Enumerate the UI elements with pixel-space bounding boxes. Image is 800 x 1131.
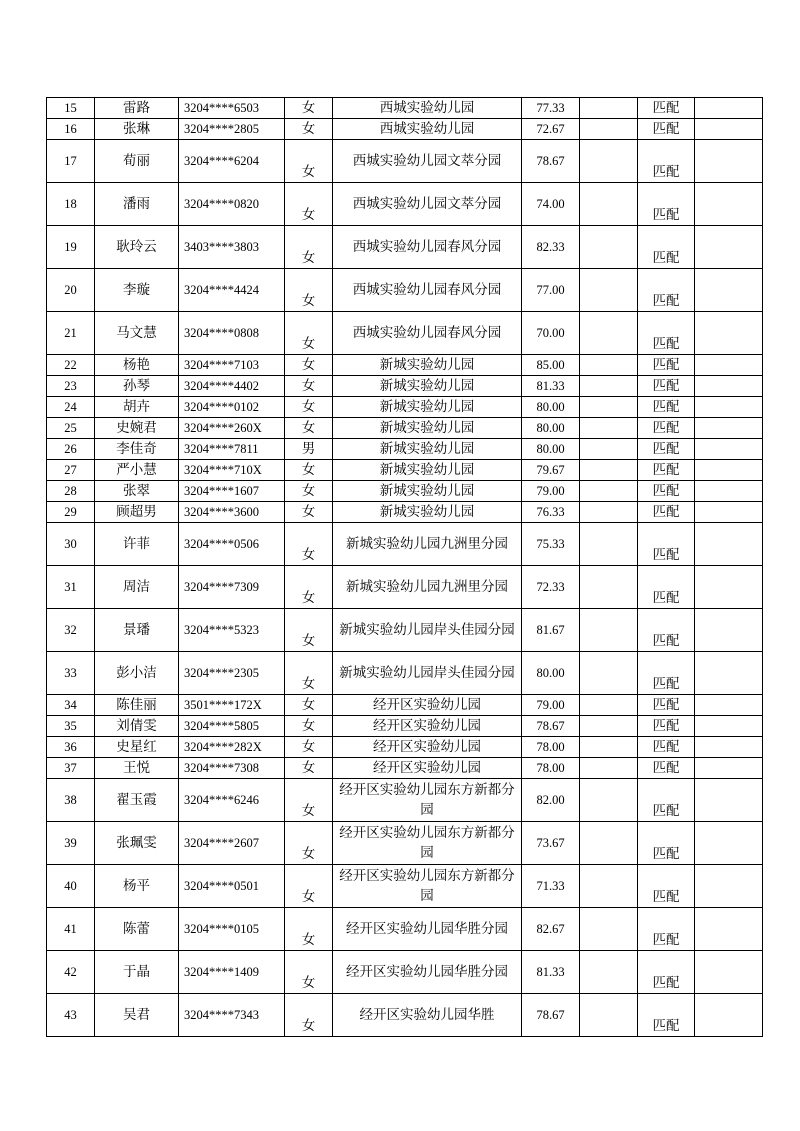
extra-cell	[580, 140, 638, 183]
score: 81.33	[522, 951, 580, 994]
gender: 女	[285, 460, 333, 481]
id-number: 3204****2305	[179, 652, 285, 695]
score: 71.33	[522, 865, 580, 908]
table-row	[47, 397, 763, 418]
kindergarten-name: 新城实验幼儿园	[333, 439, 522, 460]
candidate-name: 刘倩雯	[95, 716, 179, 737]
score: 79.00	[522, 695, 580, 716]
gender: 女	[285, 822, 333, 865]
candidate-name: 荀丽	[95, 140, 179, 183]
row-number: 29	[47, 502, 95, 523]
match-status: 匹配	[638, 908, 695, 951]
note-cell	[695, 312, 763, 355]
table-row	[47, 566, 763, 609]
score: 75.33	[522, 523, 580, 566]
kindergarten-name: 经开区实验幼儿园	[333, 758, 522, 779]
kindergarten-name: 西城实验幼儿园	[333, 119, 522, 140]
candidate-name: 周洁	[95, 566, 179, 609]
score: 85.00	[522, 355, 580, 376]
extra-cell	[580, 481, 638, 502]
match-status: 匹配	[638, 523, 695, 566]
note-cell	[695, 355, 763, 376]
table-row	[47, 376, 763, 397]
gender: 女	[285, 908, 333, 951]
match-status: 匹配	[638, 312, 695, 355]
candidate-name: 雷路	[95, 98, 179, 119]
kindergarten-name: 经开区实验幼儿园华胜分园	[333, 908, 522, 951]
match-status: 匹配	[638, 502, 695, 523]
row-number: 30	[47, 523, 95, 566]
extra-cell	[580, 609, 638, 652]
gender: 女	[285, 609, 333, 652]
match-status: 匹配	[638, 376, 695, 397]
table-row	[47, 140, 763, 183]
kindergarten-name: 西城实验幼儿园春风分园	[333, 312, 522, 355]
gender: 男	[285, 439, 333, 460]
table-row	[47, 716, 763, 737]
kindergarten-name: 新城实验幼儿园岸头佳园分园	[333, 652, 522, 695]
gender: 女	[285, 994, 333, 1037]
kindergarten-name: 经开区实验幼儿园华胜分园	[333, 951, 522, 994]
gender: 女	[285, 758, 333, 779]
score: 80.00	[522, 397, 580, 418]
kindergarten-name: 新城实验幼儿园	[333, 376, 522, 397]
candidate-name: 景璠	[95, 609, 179, 652]
table-row	[47, 951, 763, 994]
extra-cell	[580, 908, 638, 951]
extra-cell	[580, 566, 638, 609]
match-status: 匹配	[638, 460, 695, 481]
id-number: 3204****0105	[179, 908, 285, 951]
row-number: 19	[47, 226, 95, 269]
row-number: 16	[47, 119, 95, 140]
candidate-name: 张琳	[95, 119, 179, 140]
kindergarten-name: 经开区实验幼儿园	[333, 716, 522, 737]
match-status: 匹配	[638, 226, 695, 269]
candidate-name: 于晶	[95, 951, 179, 994]
row-number: 38	[47, 779, 95, 822]
row-number: 34	[47, 695, 95, 716]
gender: 女	[285, 566, 333, 609]
id-number: 3204****7309	[179, 566, 285, 609]
match-status: 匹配	[638, 822, 695, 865]
gender: 女	[285, 140, 333, 183]
kindergarten-name: 西城实验幼儿园	[333, 98, 522, 119]
extra-cell	[580, 355, 638, 376]
table-row	[47, 226, 763, 269]
score: 70.00	[522, 312, 580, 355]
table-row	[47, 908, 763, 951]
note-cell	[695, 695, 763, 716]
table-row	[47, 737, 763, 758]
row-number: 24	[47, 397, 95, 418]
id-number: 3204****7308	[179, 758, 285, 779]
id-number: 3204****2607	[179, 822, 285, 865]
extra-cell	[580, 418, 638, 439]
match-status: 匹配	[638, 98, 695, 119]
row-number: 27	[47, 460, 95, 481]
row-number: 43	[47, 994, 95, 1037]
gender: 女	[285, 716, 333, 737]
table-row	[47, 355, 763, 376]
kindergarten-name: 新城实验幼儿园九洲里分园	[333, 566, 522, 609]
kindergarten-name: 经开区实验幼儿园东方新都分园	[333, 822, 522, 865]
kindergarten-name: 经开区实验幼儿园华胜	[333, 994, 522, 1037]
row-number: 22	[47, 355, 95, 376]
id-number: 3204****5323	[179, 609, 285, 652]
extra-cell	[580, 397, 638, 418]
extra-cell	[580, 269, 638, 312]
score: 78.67	[522, 716, 580, 737]
gender: 女	[285, 951, 333, 994]
id-number: 3204****0501	[179, 865, 285, 908]
extra-cell	[580, 822, 638, 865]
note-cell	[695, 481, 763, 502]
gender: 女	[285, 481, 333, 502]
score: 78.00	[522, 758, 580, 779]
table-row	[47, 269, 763, 312]
table-row	[47, 652, 763, 695]
id-number: 3204****1607	[179, 481, 285, 502]
table-row	[47, 779, 763, 822]
score: 72.67	[522, 119, 580, 140]
id-number: 3204****260X	[179, 418, 285, 439]
gender: 女	[285, 119, 333, 140]
id-number: 3204****1409	[179, 951, 285, 994]
id-number: 3204****6503	[179, 98, 285, 119]
candidate-name: 耿玲云	[95, 226, 179, 269]
note-cell	[695, 269, 763, 312]
gender: 女	[285, 98, 333, 119]
row-number: 26	[47, 439, 95, 460]
row-number: 18	[47, 183, 95, 226]
row-number: 33	[47, 652, 95, 695]
score: 80.00	[522, 439, 580, 460]
note-cell	[695, 376, 763, 397]
id-number: 3204****7103	[179, 355, 285, 376]
table-row	[47, 119, 763, 140]
score: 77.33	[522, 98, 580, 119]
candidate-name: 胡卉	[95, 397, 179, 418]
match-status: 匹配	[638, 609, 695, 652]
table-row	[47, 439, 763, 460]
candidate-name: 孙琴	[95, 376, 179, 397]
extra-cell	[580, 737, 638, 758]
note-cell	[695, 140, 763, 183]
candidate-name: 吴君	[95, 994, 179, 1037]
row-number: 39	[47, 822, 95, 865]
kindergarten-name: 西城实验幼儿园春风分园	[333, 269, 522, 312]
extra-cell	[580, 716, 638, 737]
results-table-body	[47, 98, 763, 1037]
score: 81.33	[522, 376, 580, 397]
note-cell	[695, 994, 763, 1037]
score: 78.67	[522, 994, 580, 1037]
id-number: 3204****2805	[179, 119, 285, 140]
kindergarten-name: 新城实验幼儿园岸头佳园分园	[333, 609, 522, 652]
candidate-name: 潘雨	[95, 183, 179, 226]
match-status: 匹配	[638, 418, 695, 439]
candidate-name: 严小慧	[95, 460, 179, 481]
note-cell	[695, 652, 763, 695]
score: 76.33	[522, 502, 580, 523]
match-status: 匹配	[638, 779, 695, 822]
match-status: 匹配	[638, 737, 695, 758]
gender: 女	[285, 226, 333, 269]
match-status: 匹配	[638, 439, 695, 460]
extra-cell	[580, 439, 638, 460]
row-number: 15	[47, 98, 95, 119]
score: 81.67	[522, 609, 580, 652]
id-number: 3204****6204	[179, 140, 285, 183]
id-number: 3204****7811	[179, 439, 285, 460]
note-cell	[695, 119, 763, 140]
table-row	[47, 758, 763, 779]
note-cell	[695, 502, 763, 523]
id-number: 3403****3803	[179, 226, 285, 269]
candidate-name: 翟玉霞	[95, 779, 179, 822]
row-number: 21	[47, 312, 95, 355]
extra-cell	[580, 119, 638, 140]
gender: 女	[285, 418, 333, 439]
kindergarten-name: 经开区实验幼儿园东方新都分园	[333, 779, 522, 822]
table-row	[47, 481, 763, 502]
table-row	[47, 822, 763, 865]
note-cell	[695, 716, 763, 737]
extra-cell	[580, 312, 638, 355]
id-number: 3204****0506	[179, 523, 285, 566]
match-status: 匹配	[638, 652, 695, 695]
table-row	[47, 460, 763, 481]
candidate-name: 杨艳	[95, 355, 179, 376]
score: 74.00	[522, 183, 580, 226]
id-number: 3204****282X	[179, 737, 285, 758]
extra-cell	[580, 523, 638, 566]
score: 80.00	[522, 418, 580, 439]
score: 79.00	[522, 481, 580, 502]
extra-cell	[580, 502, 638, 523]
score: 78.67	[522, 140, 580, 183]
score: 78.00	[522, 737, 580, 758]
id-number: 3204****3600	[179, 502, 285, 523]
extra-cell	[580, 460, 638, 481]
table-row	[47, 523, 763, 566]
row-number: 35	[47, 716, 95, 737]
candidate-name: 李璇	[95, 269, 179, 312]
candidate-name: 陈佳丽	[95, 695, 179, 716]
id-number: 3204****7343	[179, 994, 285, 1037]
gender: 女	[285, 652, 333, 695]
score: 80.00	[522, 652, 580, 695]
extra-cell	[580, 695, 638, 716]
match-status: 匹配	[638, 716, 695, 737]
id-number: 3204****710X	[179, 460, 285, 481]
table-row	[47, 609, 763, 652]
note-cell	[695, 98, 763, 119]
id-number: 3501****172X	[179, 695, 285, 716]
gender: 女	[285, 865, 333, 908]
table-row	[47, 312, 763, 355]
table-row	[47, 183, 763, 226]
kindergarten-name: 西城实验幼儿园文萃分园	[333, 140, 522, 183]
candidate-name: 张翠	[95, 481, 179, 502]
kindergarten-name: 新城实验幼儿园	[333, 481, 522, 502]
row-number: 28	[47, 481, 95, 502]
note-cell	[695, 566, 763, 609]
gender: 女	[285, 312, 333, 355]
gender: 女	[285, 779, 333, 822]
kindergarten-name: 新城实验幼儿园	[333, 418, 522, 439]
kindergarten-name: 新城实验幼儿园	[333, 397, 522, 418]
extra-cell	[580, 226, 638, 269]
match-status: 匹配	[638, 758, 695, 779]
note-cell	[695, 609, 763, 652]
score: 79.67	[522, 460, 580, 481]
gender: 女	[285, 737, 333, 758]
gender: 女	[285, 695, 333, 716]
match-status: 匹配	[638, 140, 695, 183]
note-cell	[695, 183, 763, 226]
extra-cell	[580, 98, 638, 119]
id-number: 3204****0820	[179, 183, 285, 226]
match-status: 匹配	[638, 994, 695, 1037]
match-status: 匹配	[638, 355, 695, 376]
score: 73.67	[522, 822, 580, 865]
extra-cell	[580, 951, 638, 994]
kindergarten-name: 新城实验幼儿园	[333, 355, 522, 376]
candidate-name: 杨平	[95, 865, 179, 908]
match-status: 匹配	[638, 695, 695, 716]
gender: 女	[285, 183, 333, 226]
kindergarten-name: 新城实验幼儿园	[333, 502, 522, 523]
table-row	[47, 994, 763, 1037]
note-cell	[695, 951, 763, 994]
note-cell	[695, 865, 763, 908]
score: 77.00	[522, 269, 580, 312]
gender: 女	[285, 355, 333, 376]
note-cell	[695, 908, 763, 951]
match-status: 匹配	[638, 269, 695, 312]
gender: 女	[285, 523, 333, 566]
row-number: 20	[47, 269, 95, 312]
match-status: 匹配	[638, 183, 695, 226]
table-row	[47, 502, 763, 523]
id-number: 3204****4402	[179, 376, 285, 397]
row-number: 23	[47, 376, 95, 397]
id-number: 3204****0102	[179, 397, 285, 418]
extra-cell	[580, 994, 638, 1037]
kindergarten-name: 新城实验幼儿园	[333, 460, 522, 481]
row-number: 31	[47, 566, 95, 609]
candidate-name: 张珮雯	[95, 822, 179, 865]
candidate-name: 史婉君	[95, 418, 179, 439]
table-row	[47, 695, 763, 716]
results-table	[46, 97, 763, 1037]
note-cell	[695, 737, 763, 758]
candidate-name: 王悦	[95, 758, 179, 779]
row-number: 32	[47, 609, 95, 652]
note-cell	[695, 439, 763, 460]
table-row	[47, 418, 763, 439]
id-number: 3204****6246	[179, 779, 285, 822]
kindergarten-name: 经开区实验幼儿园	[333, 695, 522, 716]
score: 82.00	[522, 779, 580, 822]
match-status: 匹配	[638, 566, 695, 609]
gender: 女	[285, 376, 333, 397]
gender: 女	[285, 269, 333, 312]
row-number: 25	[47, 418, 95, 439]
note-cell	[695, 523, 763, 566]
match-status: 匹配	[638, 119, 695, 140]
candidate-name: 彭小洁	[95, 652, 179, 695]
kindergarten-name: 新城实验幼儿园九洲里分园	[333, 523, 522, 566]
note-cell	[695, 418, 763, 439]
match-status: 匹配	[638, 397, 695, 418]
note-cell	[695, 822, 763, 865]
match-status: 匹配	[638, 865, 695, 908]
note-cell	[695, 397, 763, 418]
extra-cell	[580, 183, 638, 226]
candidate-name: 马文慧	[95, 312, 179, 355]
kindergarten-name: 经开区实验幼儿园东方新都分园	[333, 865, 522, 908]
kindergarten-name: 西城实验幼儿园春风分园	[333, 226, 522, 269]
gender: 女	[285, 397, 333, 418]
row-number: 17	[47, 140, 95, 183]
note-cell	[695, 758, 763, 779]
row-number: 40	[47, 865, 95, 908]
match-status: 匹配	[638, 951, 695, 994]
note-cell	[695, 226, 763, 269]
score: 72.33	[522, 566, 580, 609]
extra-cell	[580, 376, 638, 397]
extra-cell	[580, 865, 638, 908]
kindergarten-name: 西城实验幼儿园文萃分园	[333, 183, 522, 226]
id-number: 3204****0808	[179, 312, 285, 355]
candidate-name: 许菲	[95, 523, 179, 566]
match-status: 匹配	[638, 481, 695, 502]
id-number: 3204****5805	[179, 716, 285, 737]
id-number: 3204****4424	[179, 269, 285, 312]
extra-cell	[580, 779, 638, 822]
row-number: 41	[47, 908, 95, 951]
gender: 女	[285, 502, 333, 523]
table-row	[47, 865, 763, 908]
table-row	[47, 98, 763, 119]
note-cell	[695, 779, 763, 822]
extra-cell	[580, 758, 638, 779]
kindergarten-name: 经开区实验幼儿园	[333, 737, 522, 758]
row-number: 37	[47, 758, 95, 779]
score: 82.33	[522, 226, 580, 269]
candidate-name: 李佳奇	[95, 439, 179, 460]
candidate-name: 陈蕾	[95, 908, 179, 951]
note-cell	[695, 460, 763, 481]
row-number: 36	[47, 737, 95, 758]
row-number: 42	[47, 951, 95, 994]
extra-cell	[580, 652, 638, 695]
candidate-name: 史星红	[95, 737, 179, 758]
score: 82.67	[522, 908, 580, 951]
candidate-name: 顾超男	[95, 502, 179, 523]
